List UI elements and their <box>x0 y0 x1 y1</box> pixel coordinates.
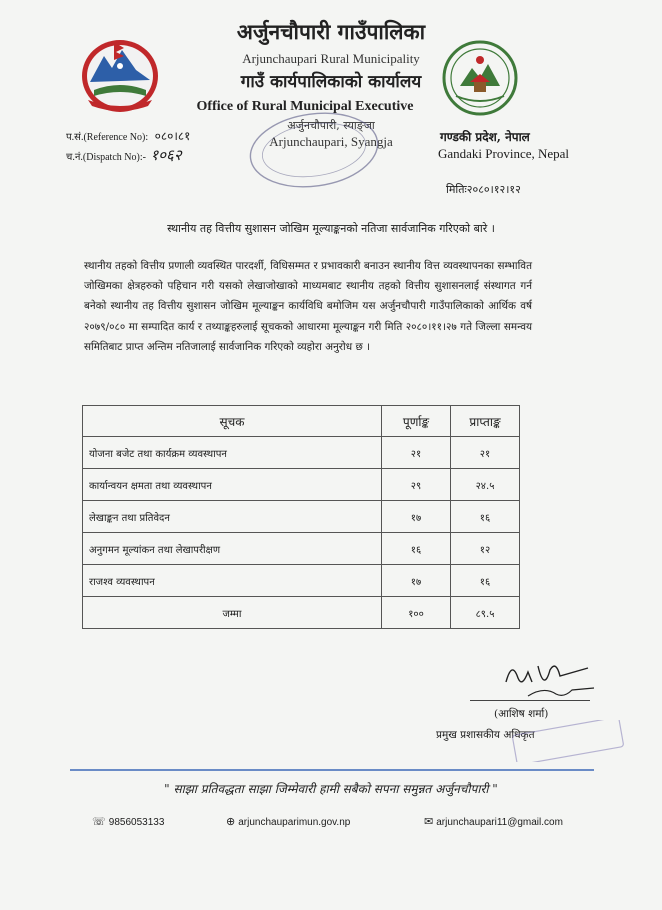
signatory-title: प्रमुख प्रशासकीय अधिकृत <box>436 729 535 741</box>
row-obtained-marks: १२ <box>451 533 520 565</box>
total-full-marks: १०० <box>382 597 451 629</box>
row-obtained-marks: १६ <box>451 565 520 597</box>
dispatch-value: १०६२ <box>150 146 182 164</box>
office-name-en: Office of Rural Municipal Executive <box>196 99 414 114</box>
header-full-marks: पूर्णाङ्क <box>382 406 451 437</box>
total-obtained-marks: ८९.५ <box>451 597 520 629</box>
signatory-name: (आशिष शर्मा) <box>494 708 549 720</box>
phone-number: 9856053133 <box>108 817 165 828</box>
row-indicator: राजश्व व्यवस्थापन <box>83 565 382 597</box>
globe-icon: ⊕ <box>226 816 236 828</box>
header-obtained-marks: प्राप्ताङ्क <box>451 406 520 437</box>
province-np: गण्डकी प्रदेश, नेपाल <box>440 130 530 144</box>
subject-line: स्थानीय तह वित्तीय सुशासन जोखिम मूल्याङ्कनको नतिजा सार्वजानिक गरिएको बारे । <box>167 222 495 235</box>
address-np: अर्जुनचौपारी, स्याङ्जा <box>287 119 375 132</box>
total-label: जम्मा <box>83 597 382 629</box>
table-row <box>83 437 520 469</box>
table-row <box>83 501 520 533</box>
score-table <box>82 405 520 629</box>
row-full-marks: १७ <box>382 501 451 533</box>
row-indicator: लेखाङ्कन तथा प्रतिवेदन <box>83 501 382 533</box>
province-en: Gandaki Province, Nepal <box>438 146 570 161</box>
row-full-marks: १६ <box>382 533 451 565</box>
reference-number <box>66 127 190 144</box>
address-en: Arjunchaupari, Syangja <box>269 134 393 149</box>
row-full-marks: १७ <box>382 565 451 597</box>
municipality-name-np: अर्जुनचौपारी गाउँपालिका <box>236 19 426 44</box>
table-row <box>83 469 520 501</box>
signature-rule <box>470 700 590 701</box>
table-row <box>83 533 520 565</box>
table-row <box>83 565 520 597</box>
row-indicator: योजना बजेट तथा कार्यक्रम व्यवस्थापन <box>83 437 382 469</box>
reference-label: प.सं.(Reference No): <box>66 132 149 143</box>
municipality-name-en: Arjunchaupari Rural Municipality <box>242 51 420 66</box>
footer-rule <box>70 769 594 771</box>
officer-stamp <box>510 720 626 762</box>
table-header-row <box>83 406 520 437</box>
row-obtained-marks: १६ <box>451 501 520 533</box>
handwritten-signature <box>498 652 598 704</box>
body-paragraph: स्थानीय तहको वित्तीय प्रणाली व्यवस्थित पारदर्शी, विधिसम्मत र प्रभावकारी बनाउन स्थानीय वित्त व्यवस्थापनका सम्भावित जोखिमका क्षेत्रहरुको पहिचान गरी यसको लेखाजोखाको माध्यमबाट स्थानीय तहको वित्तीय सुशासनलाई संस्थागत गर्न बनेको स्थानीय तह वित्तीय सुशासन जोखिम मूल्याङ्कन कार्यविधि बमोजिम यस अर्जुनचौपारी गाउँपालिकाको आर्थिक वर्ष २०७९/०८० मा सम्पादित कार्य र तथ्याङ्कहरुलाई सूचकको आधारमा मूल्याङ्कन गरी मिति २०८०।११।२७ गते जिल्ला समन्वय समितिबाट प्राप्त अन्तिम नतिजालाई सार्वजानिक गरिएको व्यहोरा अनुरोध छ । <box>84 260 532 353</box>
row-obtained-marks: २१ <box>451 437 520 469</box>
website-url: arjunchauparimun.gov.np <box>238 817 351 828</box>
row-indicator: अनुगमन मूल्यांकन तथा लेखापरीक्षण <box>83 533 382 565</box>
table-total-row <box>83 597 520 629</box>
header-indicator: सूचक <box>83 406 382 437</box>
letter-date: मितिः२०८०।१२।१२ <box>446 183 521 196</box>
row-obtained-marks: २४.५ <box>451 469 520 501</box>
office-name-np: गाउँ कार्यपालिकाको कार्यालय <box>240 72 422 92</box>
dispatch-label: च.नं.(Dispatch No):- <box>66 152 146 163</box>
office-stamp <box>244 108 384 192</box>
footer-slogan: " साझा प्रतिवद्धता साझा जिम्मेवारी हामी सबैको सपना समुन्नत अर्जुनचौपारी " <box>164 782 498 796</box>
row-full-marks: २१ <box>382 437 451 469</box>
mail-icon: ✉ <box>424 816 434 828</box>
email-address: arjunchaupari11@gmail.com <box>436 817 563 828</box>
row-indicator: कार्यान्वयन क्षमता तथा व्यवस्थापन <box>83 469 382 501</box>
phone-icon: ☏ <box>92 816 106 828</box>
reference-value: ०८०।८१ <box>154 129 191 143</box>
footer-email <box>424 815 563 828</box>
footer-website <box>226 815 350 828</box>
row-full-marks: २९ <box>382 469 451 501</box>
dispatch-number <box>66 145 182 165</box>
footer-phone <box>92 815 164 828</box>
